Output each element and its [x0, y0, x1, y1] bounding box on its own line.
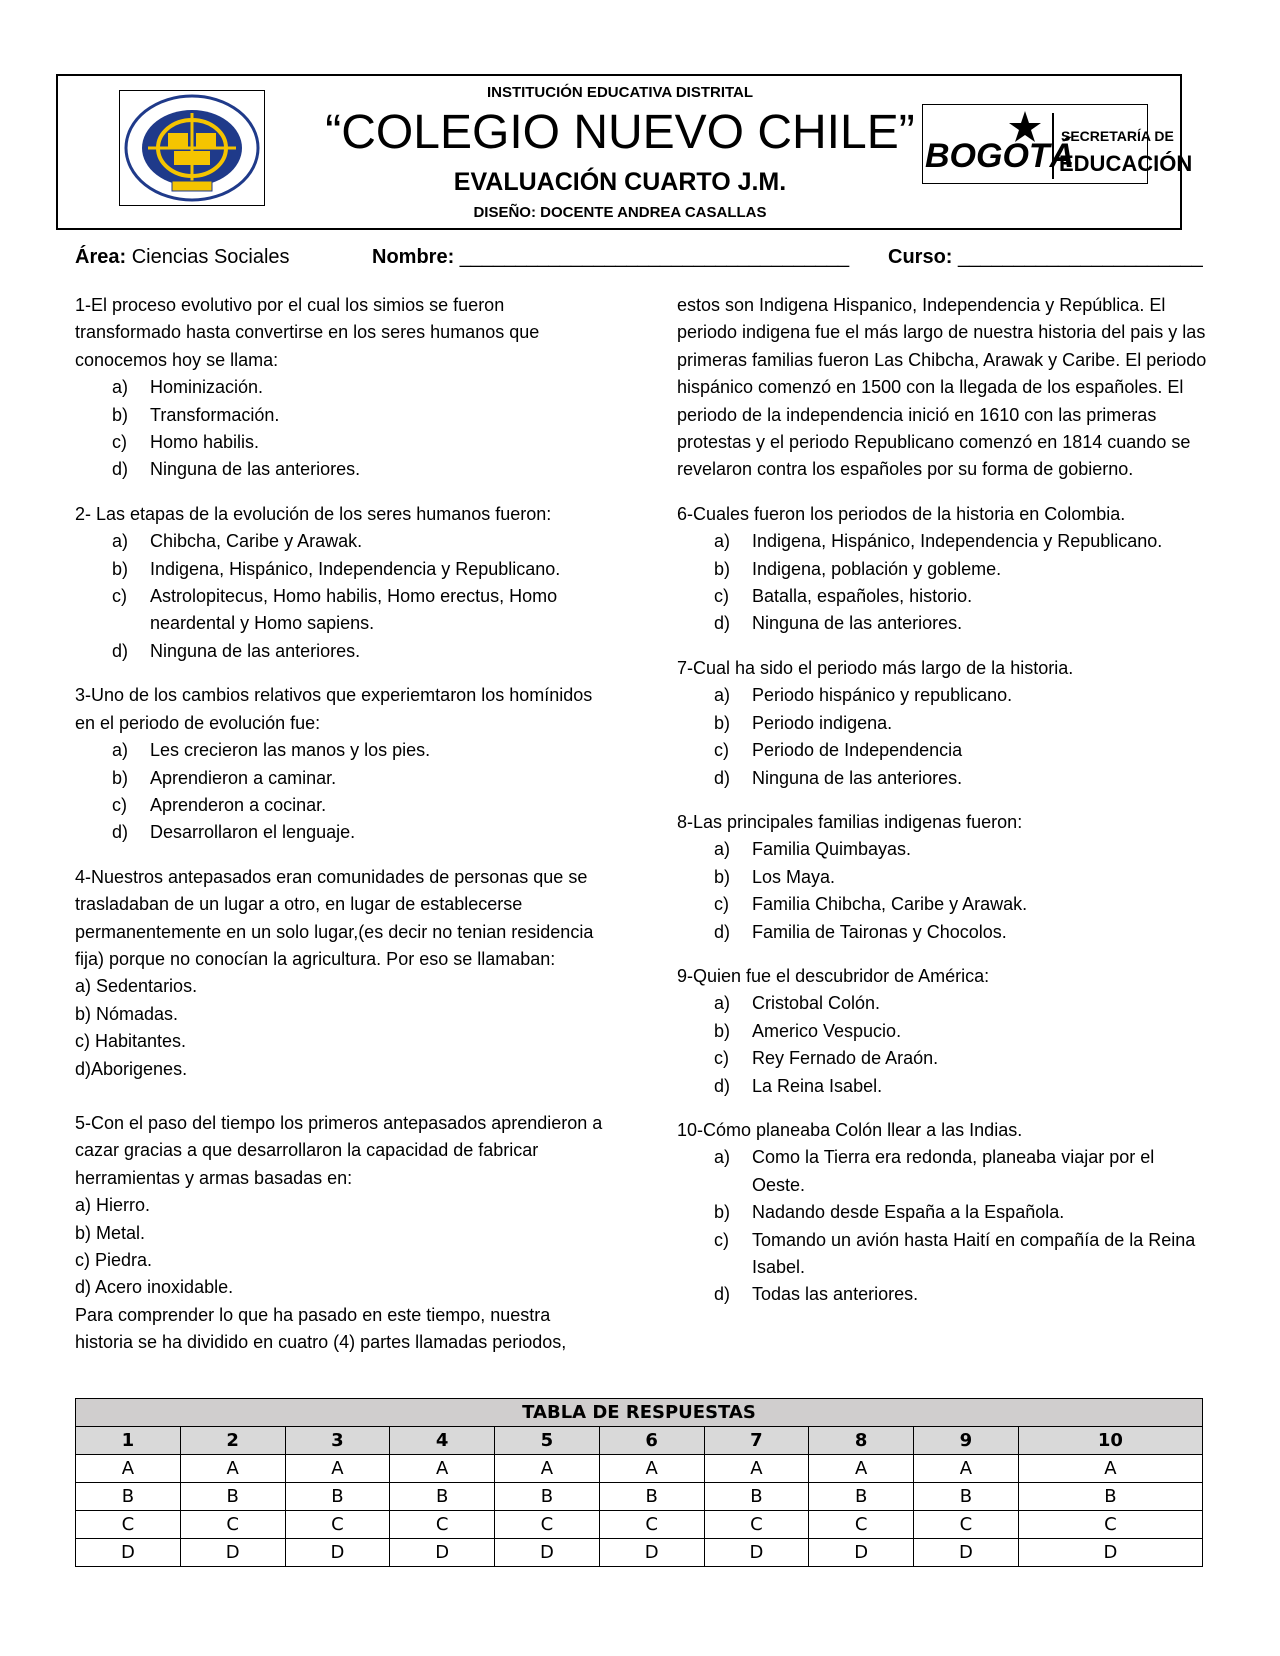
- answer-cell[interactable]: C: [285, 1511, 390, 1539]
- answer-cell[interactable]: D: [1018, 1539, 1202, 1567]
- answer-cell[interactable]: D: [914, 1539, 1019, 1567]
- answer-cell[interactable]: C: [495, 1511, 600, 1539]
- option-a: a) Hominización.: [112, 377, 264, 398]
- answer-row: [76, 1511, 1203, 1539]
- option-d: d) Ninguna de las anteriores.: [112, 640, 361, 661]
- answer-cell[interactable]: B: [599, 1483, 704, 1511]
- question-text: 4-Nuestros antepasados eran comunidades de personas que se trasladaban de un lugar a otro, en lugar de establecerse permanentemente en un solo lugar,(es decir no tenian residencia fija) porque no conocían la agricultura. Por eso se llamaban:: [75, 866, 594, 969]
- option-c: c) Piedra.: [75, 1250, 153, 1270]
- answer-cell[interactable]: B: [180, 1483, 285, 1511]
- answer-cell[interactable]: D: [76, 1539, 181, 1567]
- question-1: [75, 292, 605, 484]
- name-field[interactable]: [372, 246, 849, 269]
- option-c: c) Aprenderon a cocinar.: [112, 794, 327, 815]
- answer-table: [75, 1398, 1203, 1567]
- question-text: 5-Con el paso del tiempo los primeros antepasados aprendieron a cazar gracias a que desarrollaron la capacidad de fabricar herramientas y armas basadas en:: [75, 1112, 603, 1188]
- design-credit: DISEÑO: DOCENTE ANDREA CASALLAS: [473, 204, 767, 221]
- course-label: Curso:: [888, 246, 953, 268]
- column-header: 8: [809, 1427, 914, 1455]
- answer-cell[interactable]: A: [285, 1455, 390, 1483]
- option-c: c) Homo habilis.: [112, 432, 260, 453]
- question-5: [75, 1110, 605, 1357]
- area-value: Ciencias Sociales: [131, 246, 290, 268]
- option-d: d) La Reina Isabel.: [714, 1075, 883, 1096]
- answer-cell[interactable]: D: [180, 1539, 285, 1567]
- history-passage-start: Para comprender lo que ha pasado en este tiempo, nuestra historia se ha dividido en cuatro (4) partes llamadas periodos,: [75, 1304, 567, 1353]
- answer-cell[interactable]: B: [914, 1483, 1019, 1511]
- history-passage-continued: estos son Indigena Hispanico, Independencia y República. El periodo indigena fue el más largo de nuestra historia del pais y las primeras familias fueron Las Chibcha, Arawak y Caribe. El periodo hispánico comenzó en 1500 con la llegada de los españoles. El periodo de la independencia inició en 1610 con las primeras protestas y el periodo Republicano comenzó en 1814 cuando se revelaron contra los españoles por su forma de gobierno.: [677, 295, 1207, 480]
- option-b: b) Indigena, Hispánico, Independencia y Republicano.: [112, 558, 561, 579]
- question-8: [677, 809, 1207, 946]
- question-3: [75, 682, 605, 846]
- logo-city-text: BOGOTÁ: [925, 137, 1075, 175]
- question-text: 7-Cual ha sido el periodo más largo de la historia.: [677, 657, 1074, 678]
- question-7: [677, 655, 1207, 792]
- option-a: a) Hierro.: [75, 1195, 151, 1216]
- name-label: Nombre:: [372, 246, 455, 268]
- answer-cell[interactable]: C: [1018, 1511, 1202, 1539]
- answer-cell[interactable]: B: [495, 1483, 600, 1511]
- question-text: 8-Las principales familias indigenas fueron:: [677, 811, 1023, 832]
- answer-cell[interactable]: A: [495, 1455, 600, 1483]
- answer-table-header: [76, 1427, 1203, 1455]
- option-b: b) Transformación.: [112, 404, 280, 425]
- option-b: b) Metal.: [75, 1222, 146, 1243]
- answer-row: [76, 1539, 1203, 1567]
- answer-row: [76, 1455, 1203, 1483]
- option-c: c) Astrolopitecus, Homo habilis, Homo erectus, Homo neardental y Homo sapiens.: [112, 586, 558, 634]
- answer-cell[interactable]: B: [704, 1483, 809, 1511]
- answer-cell[interactable]: B: [76, 1483, 181, 1511]
- answer-cell[interactable]: B: [285, 1483, 390, 1511]
- option-d: d) Ninguna de las anteriores.: [714, 767, 963, 788]
- answer-cell[interactable]: A: [599, 1455, 704, 1483]
- column-header: 6: [599, 1427, 704, 1455]
- answer-cell[interactable]: D: [704, 1539, 809, 1567]
- answer-cell[interactable]: B: [809, 1483, 914, 1511]
- option-b: b) Nadando desde España a la Española.: [714, 1202, 1065, 1223]
- answer-cell[interactable]: A: [914, 1455, 1019, 1483]
- name-line[interactable]: ___________________________________: [459, 246, 850, 268]
- answer-cell[interactable]: A: [76, 1455, 181, 1483]
- question-9: [677, 963, 1207, 1100]
- question-text: 10-Cómo planeaba Colón llear a las Indias.: [677, 1119, 1023, 1140]
- option-b: b) Indigena, población y gobleme.: [714, 558, 1002, 579]
- option-a: a) Sedentarios.: [75, 976, 198, 997]
- answer-table-body: [76, 1455, 1203, 1567]
- answer-cell[interactable]: C: [809, 1511, 914, 1539]
- answer-cell[interactable]: D: [809, 1539, 914, 1567]
- answer-cell[interactable]: D: [495, 1539, 600, 1567]
- option-c: c) Periodo de Independencia: [714, 740, 963, 761]
- question-text: 9-Quien fue el descubridor de América:: [677, 965, 990, 986]
- answer-cell[interactable]: A: [1018, 1455, 1202, 1483]
- answer-cell[interactable]: A: [809, 1455, 914, 1483]
- school-crest-icon: [120, 91, 264, 205]
- answer-cell[interactable]: D: [285, 1539, 390, 1567]
- option-a: a) Les crecieron las manos y los pies.: [112, 740, 431, 761]
- option-d: d) Familia de Taironas y Chocolos.: [714, 921, 1007, 942]
- column-header: 4: [390, 1427, 495, 1455]
- option-b: b) Americo Vespucio.: [714, 1020, 902, 1041]
- answer-cell[interactable]: A: [390, 1455, 495, 1483]
- option-a: a) Periodo hispánico y republicano.: [714, 685, 1013, 706]
- option-d: d) Desarrollaron el lenguaje.: [112, 822, 356, 843]
- column-header: 2: [180, 1427, 285, 1455]
- institution-label: INSTITUCIÓN EDUCATIVA DISTRITAL: [486, 84, 754, 101]
- option-d: d)Aborigenes.: [75, 1058, 188, 1079]
- right-column: [677, 292, 1207, 1309]
- area-label: Área:: [75, 246, 127, 268]
- bogota-logo: [922, 104, 1193, 184]
- option-a: a) Cristobal Colón.: [714, 993, 881, 1014]
- option-a: a) Indigena, Hispánico, Independencia y Republicano.: [714, 531, 1163, 552]
- option-d: d) Ninguna de las anteriores.: [714, 613, 963, 634]
- answer-cell[interactable]: D: [599, 1539, 704, 1567]
- option-c: c) Rey Fernado de Araón.: [714, 1048, 939, 1069]
- answer-row: [76, 1483, 1203, 1511]
- column-header: 5: [495, 1427, 600, 1455]
- option-b: b) Nómadas.: [75, 1003, 179, 1024]
- option-d: d) Todas las anteriores.: [714, 1284, 919, 1305]
- column-header: 9: [914, 1427, 1019, 1455]
- answer-cell[interactable]: C: [914, 1511, 1019, 1539]
- column-header: 7: [704, 1427, 809, 1455]
- answer-cell[interactable]: B: [1018, 1483, 1202, 1511]
- answer-cell[interactable]: C: [704, 1511, 809, 1539]
- column-header: 3: [285, 1427, 390, 1455]
- question-10: [677, 1117, 1207, 1309]
- logo-secretaria-text: SECRETARÍA DE: [1061, 128, 1174, 144]
- option-b: b) Periodo indigena.: [714, 712, 893, 733]
- option-b: b) Los Maya.: [714, 866, 836, 887]
- answer-cell[interactable]: C: [390, 1511, 495, 1539]
- answer-cell[interactable]: A: [704, 1455, 809, 1483]
- option-c: c) Batalla, españoles, historio.: [714, 586, 973, 607]
- question-text: 2- Las etapas de la evolución de los seres humanos fueron:: [75, 503, 552, 524]
- option-c: c) Familia Chibcha, Caribe y Arawak.: [714, 894, 1028, 915]
- bogota-secretaria-logo: [923, 105, 1193, 183]
- evaluation-title: EVALUACIÓN CUARTO J.M.: [453, 168, 787, 196]
- logo-educacion-text: EDUCACIÓN: [1059, 151, 1193, 176]
- answer-cell[interactable]: C: [76, 1511, 181, 1539]
- option-a: a) Chibcha, Caribe y Arawak.: [112, 531, 363, 552]
- school-logo: [119, 90, 265, 206]
- option-b: b) Aprendieron a caminar.: [112, 767, 337, 788]
- school-title: “COLEGIO NUEVO CHILE”: [325, 106, 915, 159]
- column-header: 10: [1018, 1427, 1202, 1455]
- option-c: c) Tomando un avión hasta Haití en compañía de la Reina Isabel.: [714, 1229, 1196, 1277]
- answer-cell[interactable]: C: [599, 1511, 704, 1539]
- answer-cell[interactable]: C: [180, 1511, 285, 1539]
- option-c: c) Habitantes.: [75, 1031, 187, 1052]
- answer-table-title: TABLA DE RESPUESTAS: [76, 1399, 1203, 1427]
- option-a: a) Como la Tierra era redonda, planeaba viajar por el Oeste.: [714, 1147, 1155, 1195]
- question-6: [677, 501, 1207, 638]
- option-d: d) Ninguna de las anteriores.: [112, 459, 361, 480]
- question-2: [75, 501, 605, 665]
- question-4: [75, 864, 605, 1083]
- course-line[interactable]: ______________________: [958, 246, 1203, 268]
- question-text: 1-El proceso evolutivo por el cual los simios se fueron transformado hasta convertirse en los seres humanos que conocemos hoy se llama:: [75, 295, 540, 370]
- question-text: 6-Cuales fueron los periodos de la historia en Colombia.: [677, 503, 1126, 524]
- question-text: 3-Uno de los cambios relativos que experiemtaron los homínidos en el periodo de evolución fue:: [75, 685, 593, 733]
- column-header: 1: [76, 1427, 181, 1455]
- option-a: a) Familia Quimbayas.: [714, 839, 912, 860]
- left-column: [75, 292, 605, 1357]
- course-field[interactable]: [888, 246, 1203, 269]
- area-field: [75, 246, 290, 269]
- answer-cell[interactable]: B: [390, 1483, 495, 1511]
- answer-cell[interactable]: A: [180, 1455, 285, 1483]
- answer-cell[interactable]: D: [390, 1539, 495, 1567]
- option-d: d) Acero inoxidable.: [75, 1277, 234, 1298]
